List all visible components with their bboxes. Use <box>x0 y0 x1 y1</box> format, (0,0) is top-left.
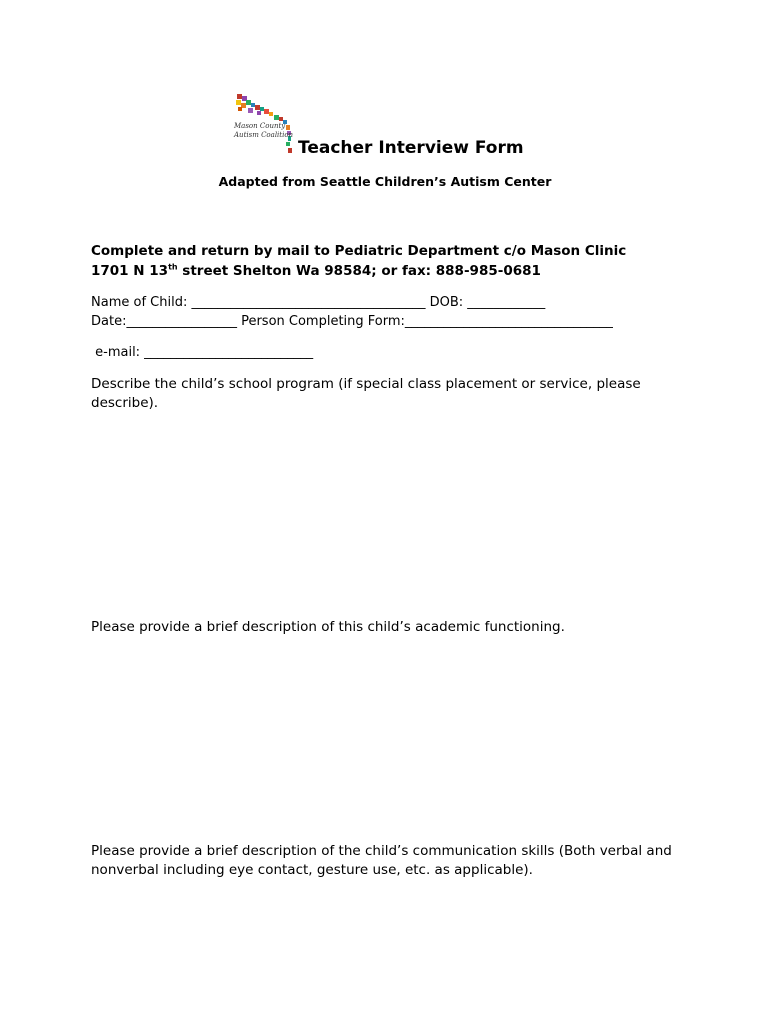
question-communication-skills: Please provide a brief description of the child’s communication skills (Both verbal and nonverbal including eye contact, gesture use, etc. as applicable). <box>91 843 672 878</box>
form-title: Teacher Interview Form <box>298 138 524 158</box>
instructions-line-1: Complete and return by mail to Pediatric Department c/o Mason Clinic <box>91 243 627 259</box>
question-academic-functioning: Please provide a brief description of this child’s academic functioning. <box>91 619 565 635</box>
child-fields <box>91 293 613 331</box>
logo-text-line: Autism Coalition <box>234 131 294 139</box>
logo-text <box>234 122 293 140</box>
question-school-program: Describe the child’s school program (if special class placement or service, please describe). <box>91 376 641 411</box>
date-person-field[interactable]: Date:_________________ Person Completing Form:________________________________ <box>91 314 613 329</box>
logo-text-line: Mason County <box>234 122 286 130</box>
address-fax-text: street Shelton Wa 98584; or fax: 888-985-0681 <box>177 263 541 279</box>
address-text: 1701 N 13 <box>91 263 169 279</box>
name-dob-field[interactable]: Name of Child: ____________________________________ DOB: ____________ <box>91 295 546 310</box>
instructions <box>91 241 626 281</box>
instructions-line-2 <box>91 261 626 281</box>
email-field[interactable]: e-mail: __________________________ <box>91 345 314 360</box>
coalition-logo <box>234 92 296 156</box>
ordinal-suffix: th <box>168 262 178 272</box>
form-subtitle: Adapted from Seattle Children’s Autism Center <box>218 174 552 189</box>
